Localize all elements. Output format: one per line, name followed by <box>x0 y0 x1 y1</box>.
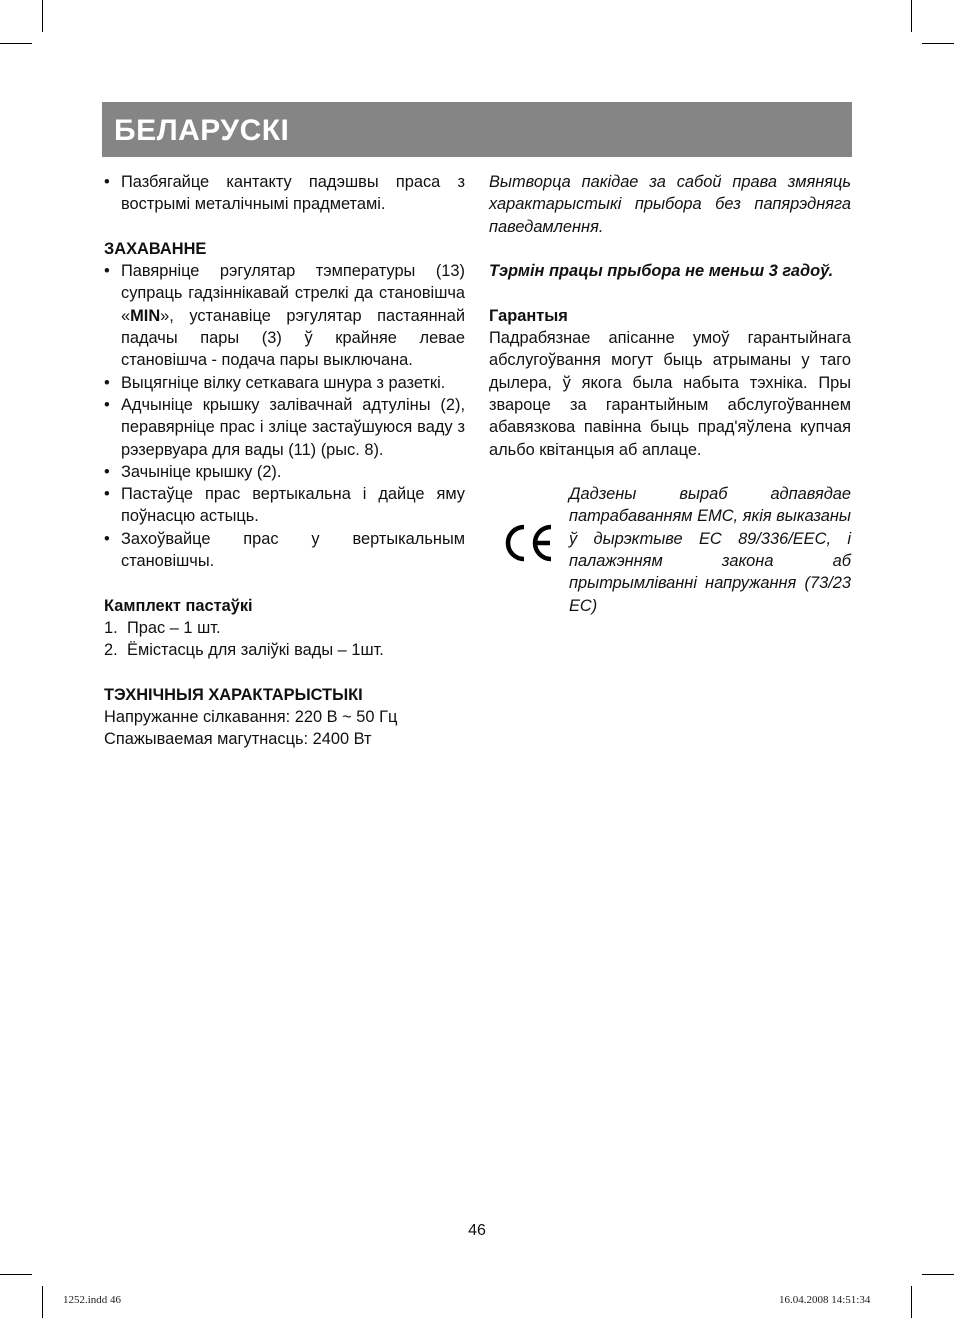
lifetime-note: Тэрмін працы прыбора не меньш 3 гадоў. <box>489 262 834 281</box>
list-item <box>104 528 465 573</box>
list-item <box>104 394 465 461</box>
page-title: БЕЛАРУСКІ <box>114 114 290 147</box>
item-text: Прас – 1 шт. <box>127 618 221 637</box>
kit-heading: Камплект пастаўкі <box>104 596 253 615</box>
item-text: Ёмістасць для заліўкі вады – 1шт. <box>127 641 384 660</box>
voltage-spec: Напружанне сілкавання: 220 В ~ 50 Гц <box>104 708 398 727</box>
text-part: Павярніце рэгулятар тэмпературы (13) супраць гадзіннікавай стрелкі да становішча « <box>121 262 465 325</box>
list-item <box>104 483 465 528</box>
bullet-text: Пазбягайце кантакту падэшвы праса з вострымі металічнымі прадметамі. <box>121 173 465 214</box>
bullet-icon: • <box>104 262 110 281</box>
list-item <box>104 171 465 216</box>
crop-mark <box>0 1274 32 1275</box>
manufacturer-note: Вытворца пакідае за сабой права змяняць характарыстыкі прыбора без папярэдняга паведамлення. <box>489 173 851 236</box>
crop-mark <box>922 43 954 44</box>
crop-mark <box>922 1274 954 1275</box>
list-item <box>104 639 465 661</box>
ce-block <box>489 483 851 617</box>
bullet-text: Зачыніце крышку (2). <box>121 462 282 481</box>
language-banner <box>102 102 852 157</box>
bullet-text <box>121 260 465 371</box>
list-item <box>104 260 465 371</box>
bullet-text: Выцягніце вілку сеткавага шнура з разеткі. <box>121 373 446 392</box>
left-column <box>104 171 465 751</box>
bullet-icon: • <box>104 485 110 504</box>
page-number: 46 <box>468 1222 486 1239</box>
bullet-icon: • <box>104 173 110 191</box>
crop-mark <box>42 0 43 32</box>
crop-mark <box>911 1286 912 1318</box>
warranty-text: Падрабязнае апісанне умоў гарантыйнага абслугоўвання могут быць атрыманы у таго дылера, ў якога была набыта тэхніка. Пры звароце за гарантыйным абслугоўваннем абавязкова павінна быць прад'яўлена купчая альбо квітанцыя аб аплаце. <box>489 329 851 459</box>
item-number: 1. <box>104 618 118 637</box>
ce-compliance-text: Дадзены выраб адпавядае патрабаванням EMC, якія выказаны ў дырэктыве ЕС 89/336/EEC, і палажэнням закона аб прытрымліванні напружання (73/23 EC) <box>569 485 851 615</box>
text-part: », устанавіце рэгулятар пастаяннай падачы пары (3) ў крайняе левае становішча - подача пары выключана. <box>121 306 465 370</box>
warranty-heading: Гарантыя <box>489 306 568 325</box>
ce-mark-icon <box>503 523 555 563</box>
right-column <box>489 171 851 617</box>
bullet-icon: • <box>104 529 110 548</box>
list-item <box>104 461 465 483</box>
list-item <box>104 372 465 394</box>
power-spec: Спажываемая магутнасць: 2400 Вт <box>104 730 372 749</box>
specs-heading: ТЭХНІЧНЫЯ ХАРАКТАРЫСТЫКІ <box>104 685 363 704</box>
crop-mark <box>911 0 912 32</box>
min-label: MIN <box>130 306 161 325</box>
bullet-icon: • <box>104 462 110 481</box>
bullet-text: Адчыніце крышку залівачнай адтуліны (2), перавярніце прас і зліце застаўшуюся ваду з рэзервуара для вады (11) (рыс. 8). <box>121 395 465 459</box>
timestamp-slug: 16.04.2008 14:51:34 <box>779 1294 871 1306</box>
crop-mark <box>0 43 32 44</box>
bullet-icon: • <box>104 395 110 414</box>
file-slug: 1252.indd 46 <box>63 1294 122 1306</box>
item-number: 2. <box>104 641 118 660</box>
bullet-text: Пастаўце прас вертыкальна і дайце яму поўнасцю астыць. <box>121 485 465 526</box>
list-item <box>104 617 465 639</box>
bullet-text: Захоўвайце прас у вертыкальным становішчы. <box>121 529 465 571</box>
crop-mark <box>42 1286 43 1318</box>
storage-heading: ЗАХАВАННЕ <box>104 239 207 258</box>
bullet-icon: • <box>104 373 110 392</box>
